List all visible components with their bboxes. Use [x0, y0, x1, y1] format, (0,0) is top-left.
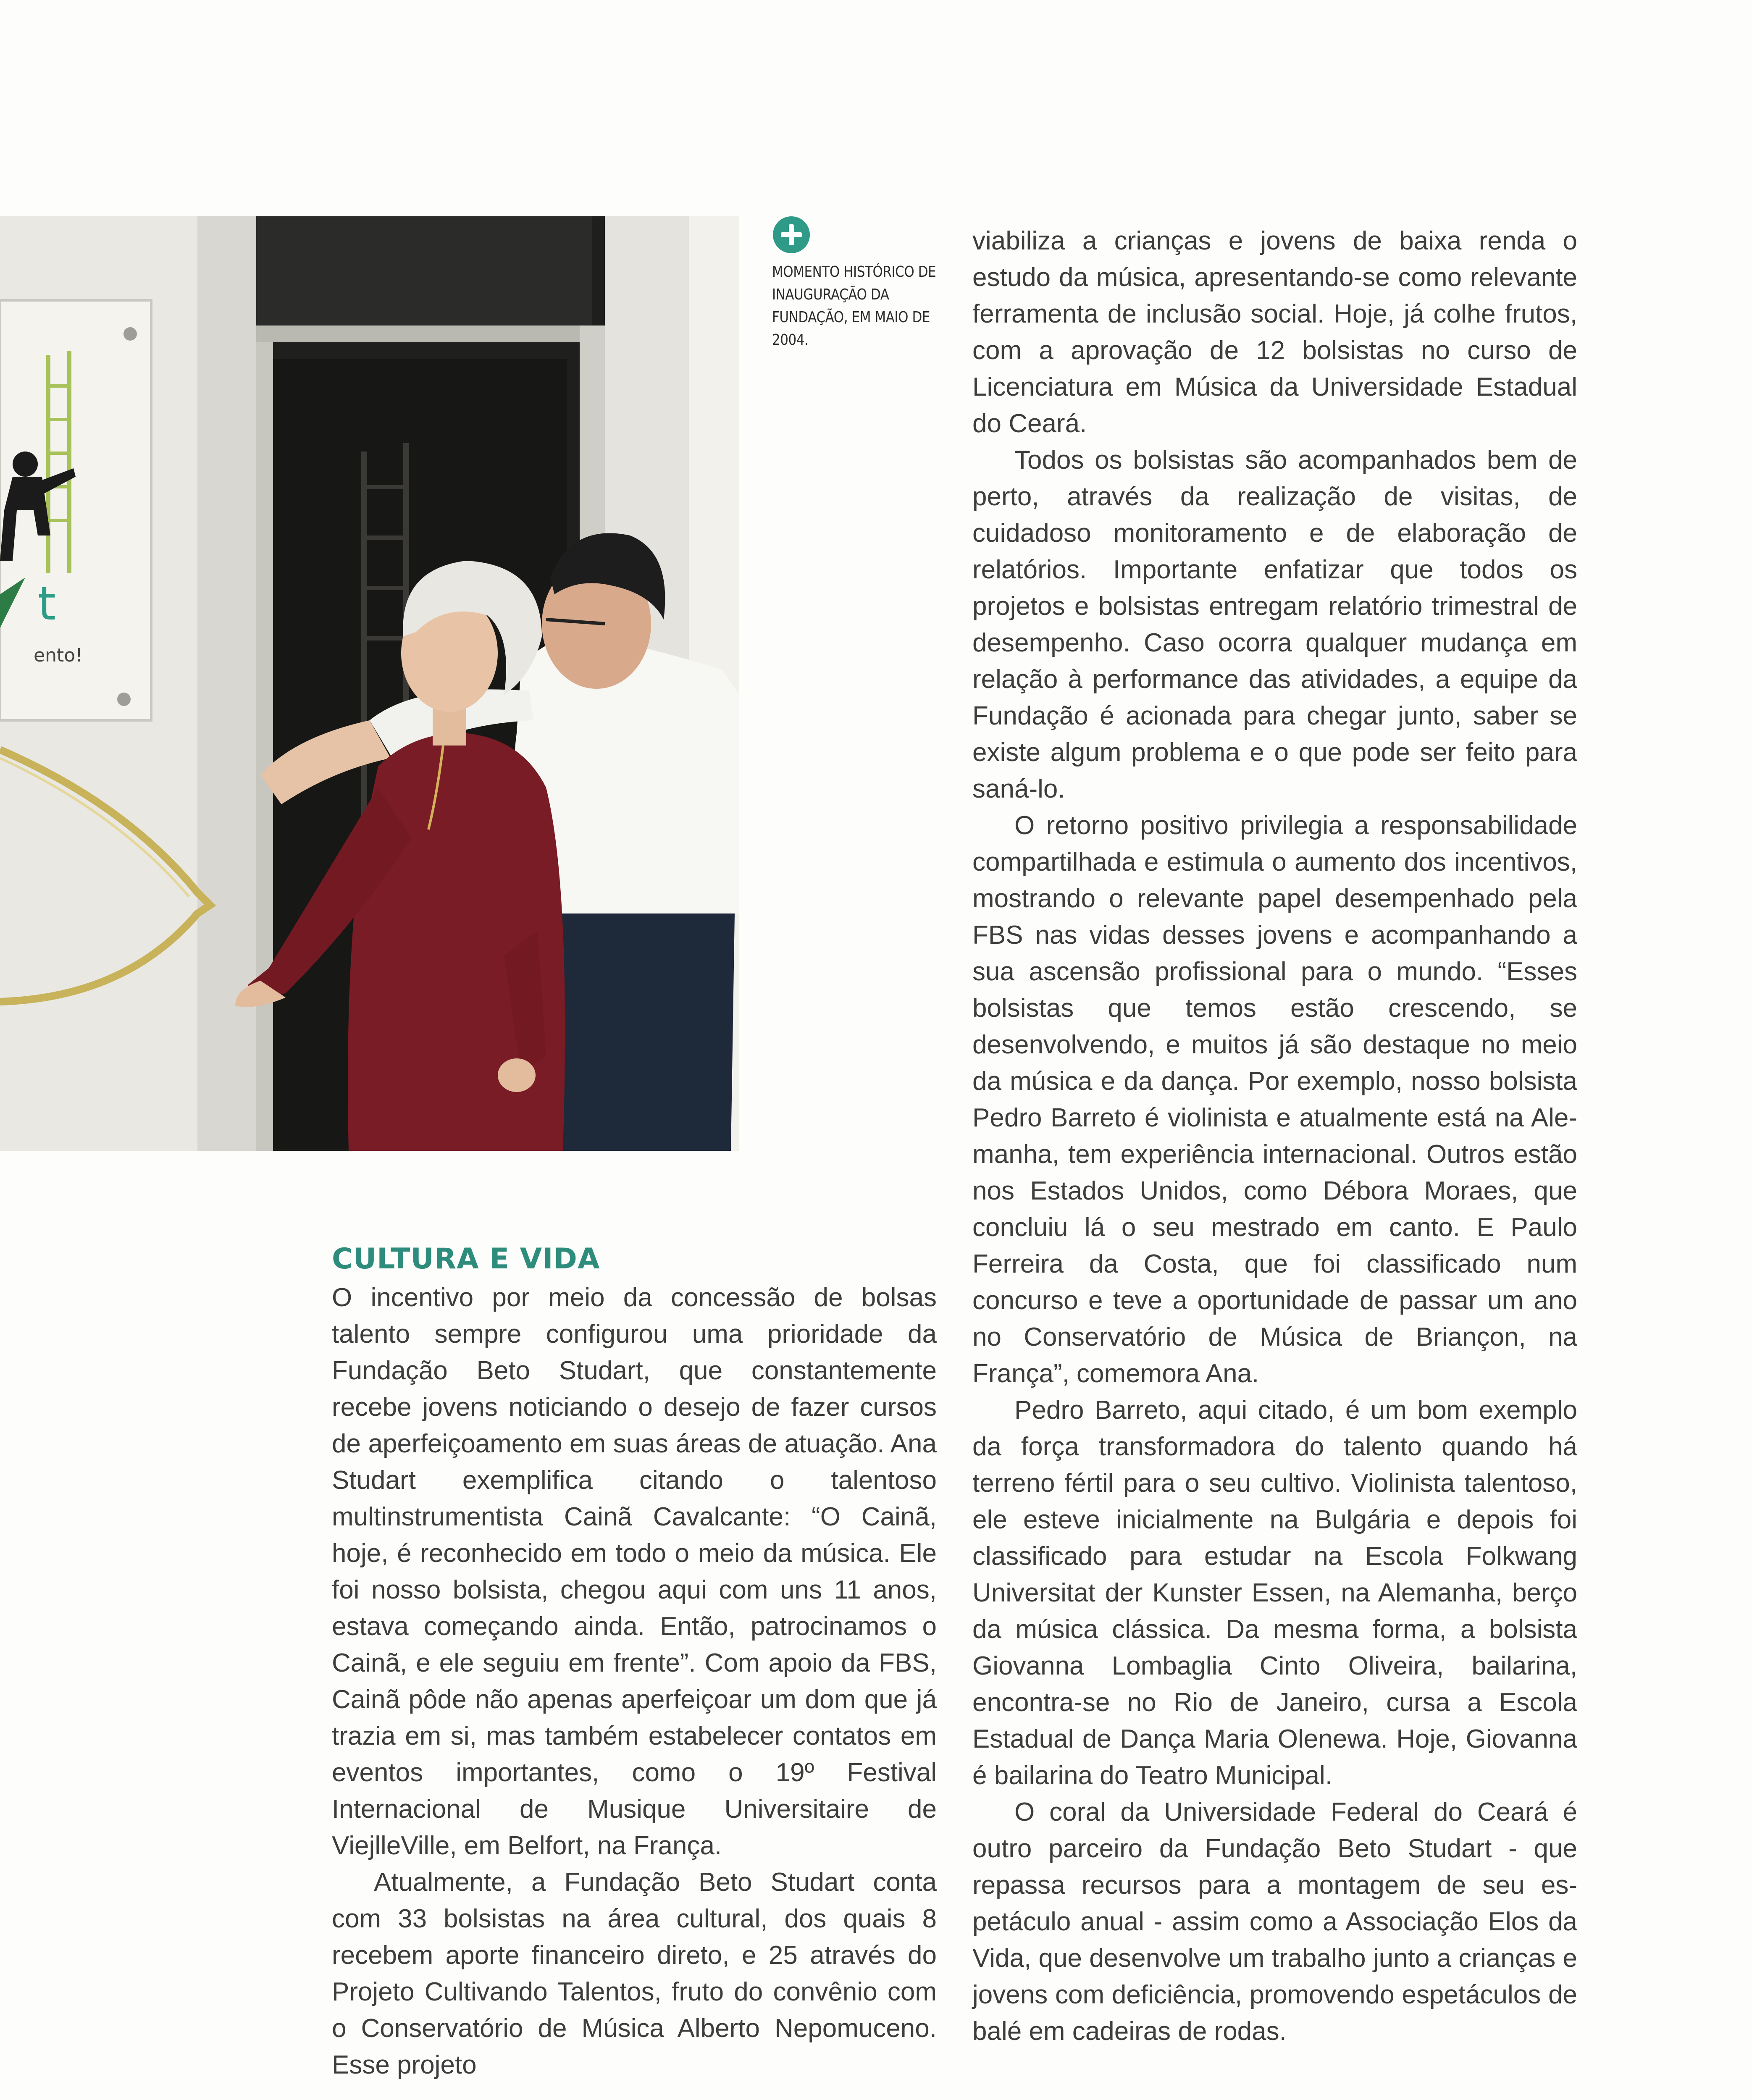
paragraph: Pedro Barreto, aqui citado, é um bom exemplo da força transformadora do talento quando há terreno fértil para o seu cultivo. Violinista talentoso, ele esteve inicialmente na Bulgária e depois foi classificado para estudar na Escola Folkwang Universitat der Kunster Essen, na Alemanha, berço da música clássica. Da mesma forma, a bolsista Giovanna Lombaglia Cinto Oliveira, bailarina, encontra-se no Rio de Janeiro, cursa a Escola Estadual de Dança Maria Olenewa. Hoje, Giovanna é bailarina do Teatro Municipal.	[972, 1396, 1577, 1790]
paragraph: O incentivo por meio da concessão de bolsas talento sempre configurou uma prioridade da Fundação Beto Studart, que constantemente recebe jovens noticiando o desejo de fazer cursos de aperfeiçoamento em suas áreas de atuação. Ana Studart exemplifica citando o talentoso multinstrumentista Cainã Cavalcante: “O Cainã, hoje, é reconhecido em todo o meio da música. Ele foi nosso bolsista, chegou aqui com uns 11 anos, estava começando ainda. Então, patrocinamos o Cainã, e ele seguiu em frente”. Com apoio da FBS, Cainã pôde não apenas aperfeiçoar um dom que já trazia em si, mas também estabelecer contatos em eventos importantes, como o 19º Festival Internacional de Musique Universitaire de ViejlleVille, em Belfort, na França.	[332, 1283, 937, 1860]
plus-icon	[773, 216, 810, 253]
paragraph: O coral da Universidade Federal do Ceará é outro parceiro da Fundação Beto Studart - que repassa recursos para a montagem de seu espetáculo anual - assim como a Associação Elos da Vida, que desenvolve um trabalho junto a crianças e jovens com deficiência, promovendo espetáculos de balé em cadeiras de rodas.	[972, 1798, 1577, 2046]
article-right-column	[972, 223, 1577, 2050]
paragraph: viabiliza a crianças e jovens de baixa renda o estudo da música, apresentando-se como relevante ferramenta de inclusão social. Hoje, já colhe frutos, com a aprovação de 12 bolsistas no curso de Licenciatura em Música da Universidade Estadual do Ceará.	[972, 226, 1577, 438]
article-left-column	[332, 1239, 937, 2083]
photo-caption: MOMENTO HISTÓRICO DE INAUGURAÇÃO DA FUNDAÇÃO, EM MAIO DE 2004.	[772, 263, 936, 349]
paragraph: Todos os bolsistas são acompanhados bem de perto, através da realização de visitas, de cuidadoso monitoramento e de elaboração de relatórios. Importante enfatizar que todos os projetos e bolsistas entregam relatório trimestral de desempenho. Caso ocorra qualquer mudança em relação à performance das atividades, a equipe da Fundação é acionada para chegar junto, saber se existe algum problema e o que pode ser feito para saná-lo.	[972, 446, 1577, 803]
section-heading: CULTURA E VIDA	[332, 1242, 600, 1276]
paragraph: O retorno positivo privilegia a responsabilidade compartilhada e estimula o aumento dos incentivos, mostrando o relevante papel desempenhado pela FBS nas vidas desses jovens e acompanhando a sua ascensão profissional para o mundo. “Esses bolsistas que temos estão crescendo, se desenvolvendo, e muitos já são destaque no meio da música e da dança. Por exemplo, nosso bolsista Pedro Barreto é violinista e atualmente está na Alemanha, tem experiência internacional. Outros estão nos Estados Unidos, como Débora Moraes, que concluiu lá o seu mestrado em canto. E Paulo Ferreira da Costa, que foi classificado num concurso e teve a oportunidade de passar um ano no Conservatório de Música de Briançon, na França”, comemora Ana.	[972, 811, 1577, 1388]
photo-caption-block	[772, 216, 940, 352]
svg-text:t: t	[38, 577, 56, 630]
svg-text:ento!: ento!	[34, 645, 83, 666]
inauguration-photo	[0, 216, 739, 1151]
paragraph: Atualmente, a Fundação Beto Studart conta com 33 bolsistas na área cultural, dos quais 8 recebem aporte financeiro direto, e 25 através do Projeto Cultivando Talentos, fruto do convênio com o Conservatório de Música Alberto Nepomuceno. Esse projeto	[332, 1868, 937, 2079]
